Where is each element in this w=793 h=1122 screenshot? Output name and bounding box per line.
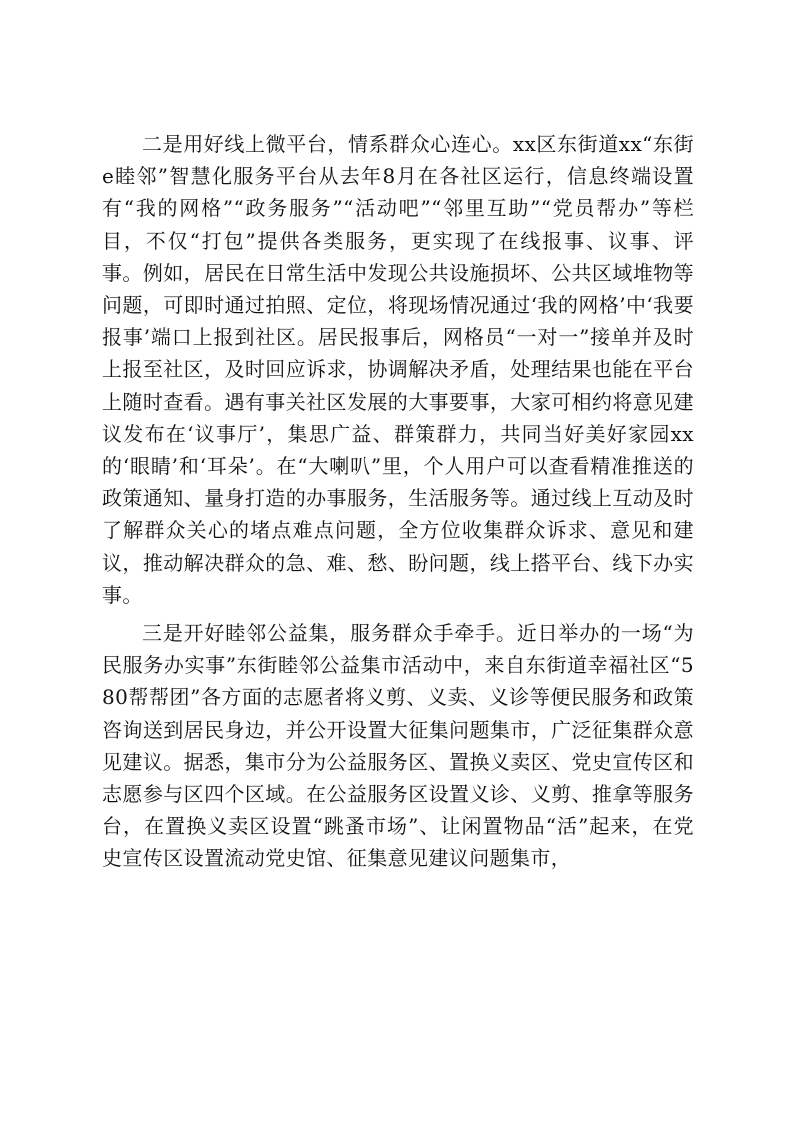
paragraph-online-platform: 二是用好线上微平台，情系群众心连心。xx区东街道xx“东街e睦邻”智慧化服务平台从去年8月在各社区运行，信息终端设置有“我的网格”“政务服务”“活动吧”“邻里互助”“党员帮办”等栏目，不仅“打包”提供各类服务，更实现了在线报事、议事、评事。例如，居民在日常生活中发现公共设施损坏、公共区域堆物等问题，可即时通过拍照、定位，将现场情况通过‘我的网格’中‘我要报事’端口上报到社区。居民报事后，网格员“一对一”接单并及时上报至社区，及时回应诉求，协调解决矛盾，处理结果也能在平台上随时查看。遇有事关社区发展的大事要事，大家可相约将意见建议发布在‘议事厅’，集思广益、群策群力，共同当好美好家园xx的‘眼睛’和‘耳朵’。在“大喇叭”里，个人用户可以查看精准推送的政策通知、量身打造的办事服务，生活服务等。通过线上互动及时了解群众关心的堵点难点问题，全方位收集群众诉求、意见和建议，推动解决群众的急、难、愁、盼问题，线上搭平台、线下办实事。 — [102, 132, 694, 607]
paragraph-public-welfare-market: 三是开好睦邻公益集，服务群众手牵手。近日举办的一场“为民服务办实事”东街睦邻公益集市活动中，来自东街道幸福社区“580帮帮团”各方面的志愿者将义剪、义卖、义诊等便民服务和政策咨询送到居民身边，并公开设置大征集问题集市，广泛征集群众意见建议。据悉，集市分为公益服务区、置换义卖区、党史宣传区和志愿参与区四个区域。在公益服务区设置义诊、义剪、推拿等服务台，在置换义卖区设置“跳蚤市场”、让闲置物品“活”起来，在党史宣传区设置流动党史馆、征集意见建议问题集市， — [102, 621, 694, 871]
document-page — [102, 128, 694, 875]
